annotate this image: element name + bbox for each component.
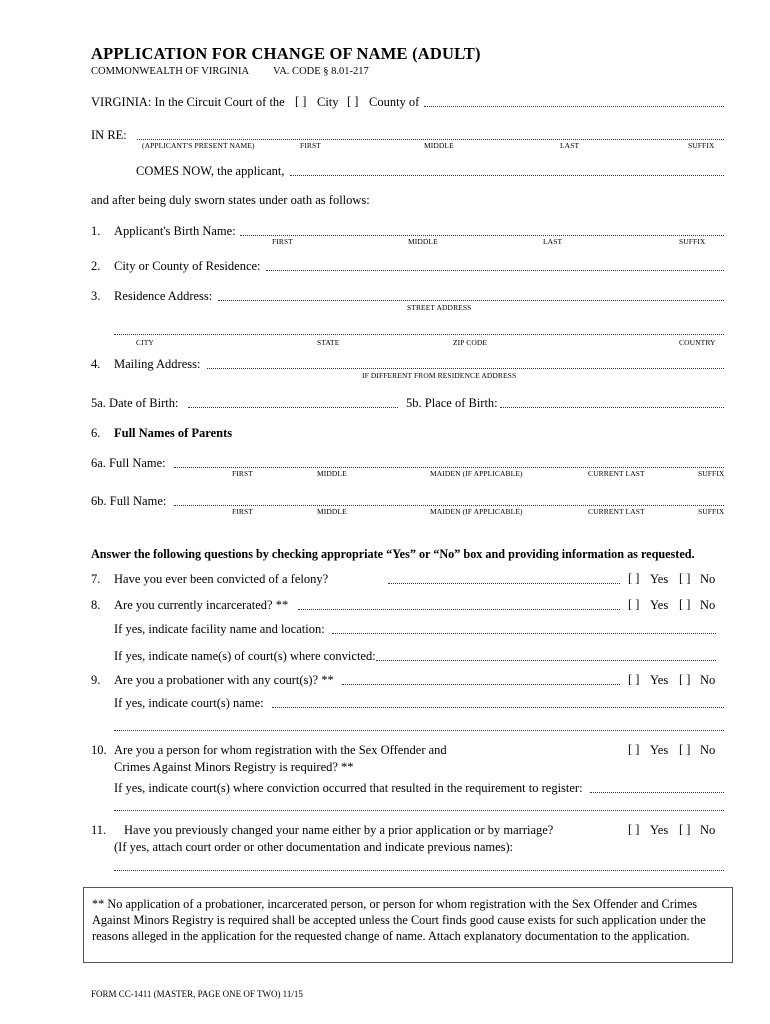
sublabel: ZIP CODE	[453, 338, 488, 347]
item-number: 3.	[91, 289, 101, 303]
sublabel: MIDDLE	[317, 469, 347, 478]
q9-no-checkbox[interactable]: [ ]	[679, 672, 691, 686]
yes-label: Yes	[650, 823, 669, 837]
q8-court-field[interactable]	[376, 660, 716, 661]
mailing-address-label: Mailing Address:	[114, 357, 201, 371]
birth-name-field[interactable]	[240, 235, 724, 236]
item-number: 11.	[91, 823, 107, 837]
residence-city-field[interactable]	[266, 270, 724, 271]
q10-yes-checkbox[interactable]: [ ]	[628, 742, 640, 756]
q10-court-field[interactable]	[590, 792, 724, 793]
q11-text-2: (If yes, attach court order or other documentation and indicate previous names):	[114, 840, 514, 854]
q8-yes-checkbox[interactable]: [ ]	[628, 597, 640, 611]
q10-court-field-2[interactable]	[114, 810, 724, 811]
no-label: No	[700, 572, 716, 586]
item-number: 10.	[91, 743, 107, 757]
sublabel: STREET ADDRESS	[407, 303, 472, 312]
form-footer: FORM CC-1411 (MASTER, PAGE ONE OF TWO) 11/15	[91, 989, 303, 999]
q9-text: Are you a probationer with any court(s)? **	[114, 673, 334, 687]
sublabel: STATE	[317, 338, 340, 347]
sublabel: SUFFIX	[688, 141, 715, 150]
parents-heading: Full Names of Parents	[114, 426, 233, 440]
no-label: No	[700, 743, 716, 757]
residence-address-label: Residence Address:	[114, 289, 213, 303]
q10-text-1: Are you a person for whom registration with the Sex Offender and	[114, 743, 447, 757]
q11-text-1: Have you previously changed your name either by a prior application or by marriage?	[124, 823, 554, 837]
no-label: No	[700, 598, 716, 612]
sublabel: IF DIFFERENT FROM RESIDENCE ADDRESS	[362, 371, 517, 380]
sublabel: FIRST	[300, 141, 321, 150]
item-number: 8.	[91, 598, 101, 612]
sublabel: CITY	[136, 338, 154, 347]
instructions: Answer the following questions by checking appropriate “Yes” or “No” box and providing information as requested.	[91, 547, 695, 561]
yes-label: Yes	[650, 673, 669, 687]
comes-now: COMES NOW, the applicant,	[136, 164, 285, 178]
sublabel: MAIDEN (IF APPLICABLE)	[430, 507, 523, 516]
court-prefix: VIRGINIA: In the Circuit Court of the	[91, 95, 285, 109]
city-label: City	[317, 95, 339, 109]
q9-court-field-2[interactable]	[114, 730, 724, 731]
q8-leader	[298, 609, 620, 610]
sublabel: SUFFIX	[698, 507, 725, 516]
q9-leader	[342, 684, 620, 685]
sublabel: MIDDLE	[317, 507, 347, 516]
sublabel: FIRST	[272, 237, 293, 246]
sublabel: COUNTRY	[679, 338, 716, 347]
sublabel: LAST	[560, 141, 580, 150]
sublabel: LAST	[543, 237, 563, 246]
va-code: VA. CODE § 8.01-217	[273, 66, 369, 77]
yes-label: Yes	[650, 598, 669, 612]
q7-text: Have you ever been convicted of a felony?	[114, 572, 329, 586]
q9-yes-checkbox[interactable]: [ ]	[628, 672, 640, 686]
sublabel: SUFFIX	[679, 237, 706, 246]
yes-label: Yes	[650, 743, 669, 757]
q8-court-label: If yes, indicate name(s) of court(s) where convicted:	[114, 649, 376, 663]
sworn-statement: and after being duly sworn states under oath as follows:	[91, 193, 370, 207]
pob-label: 5b. Place of Birth:	[406, 396, 498, 410]
q7-no-checkbox[interactable]: [ ]	[679, 571, 691, 585]
in-re-label: IN RE:	[91, 128, 127, 142]
parent-b-name-field[interactable]	[174, 505, 724, 506]
sublabel: MAIDEN (IF APPLICABLE)	[430, 469, 523, 478]
q11-yes-checkbox[interactable]: [ ]	[628, 822, 640, 836]
item-number: 6.	[91, 426, 101, 440]
note-text: ** No application of a probationer, incarcerated person, or person for whom registration with the Sex Offender and Crimes Against Minors Registry is required shall be accepted unless the Court finds good cause exists for such application under the reasons alleged in the application for the requested change of name. Attach explanatory documentation to the application.	[92, 897, 706, 944]
q8-facility-label: If yes, indicate facility name and location:	[114, 622, 325, 636]
no-label: No	[700, 823, 716, 837]
sublabel: (APPLICANT'S PRESENT NAME)	[142, 141, 255, 150]
q11-no-checkbox[interactable]: [ ]	[679, 822, 691, 836]
city-checkbox[interactable]: [ ]	[295, 94, 307, 108]
form-title: APPLICATION FOR CHANGE OF NAME (ADULT)	[91, 44, 481, 63]
county-checkbox[interactable]: [ ]	[347, 94, 359, 108]
applicant-present-name-field[interactable]	[137, 139, 724, 140]
sublabel: MIDDLE	[424, 141, 454, 150]
comes-now-field[interactable]	[290, 175, 724, 176]
q8-no-checkbox[interactable]: [ ]	[679, 597, 691, 611]
sublabel: CURRENT LAST	[588, 507, 645, 516]
commonwealth-label: COMMONWEALTH OF VIRGINIA	[91, 66, 250, 77]
q10-no-checkbox[interactable]: [ ]	[679, 742, 691, 756]
county-field[interactable]	[424, 106, 724, 107]
pob-field[interactable]	[500, 407, 724, 408]
no-label: No	[700, 673, 716, 687]
yes-label: Yes	[650, 572, 669, 586]
sublabel: CURRENT LAST	[588, 469, 645, 478]
residence-city-label: City or County of Residence:	[114, 259, 261, 273]
q8-facility-field[interactable]	[332, 633, 716, 634]
city-state-zip-field[interactable]	[114, 334, 724, 335]
sublabel: FIRST	[232, 507, 253, 516]
parent-b-label: 6b. Full Name:	[91, 494, 167, 508]
dob-label: 5a. Date of Birth:	[91, 396, 179, 410]
item-number: 1.	[91, 224, 101, 238]
q7-leader	[388, 583, 620, 584]
item-number: 9.	[91, 673, 101, 687]
sublabel: FIRST	[232, 469, 253, 478]
q10-text-2: Crimes Against Minors Registry is required? **	[114, 760, 354, 774]
q11-previous-names-field[interactable]	[114, 870, 724, 871]
q7-yes-checkbox[interactable]: [ ]	[628, 571, 640, 585]
dob-field[interactable]	[188, 407, 398, 408]
parent-a-name-field[interactable]	[174, 467, 724, 468]
parent-a-label: 6a. Full Name:	[91, 456, 166, 470]
mailing-address-field[interactable]	[207, 368, 724, 369]
sublabel: MIDDLE	[408, 237, 438, 246]
birth-name-label: Applicant's Birth Name:	[114, 224, 236, 238]
item-number: 2.	[91, 259, 101, 273]
item-number: 7.	[91, 572, 101, 586]
county-label: County of	[369, 95, 420, 109]
sublabel: SUFFIX	[698, 469, 725, 478]
q9-court-label: If yes, indicate court(s) name:	[114, 696, 264, 710]
q9-court-field[interactable]	[272, 707, 724, 708]
q10-court-label: If yes, indicate court(s) where conviction occurred that resulted in the requirement to register:	[114, 781, 583, 795]
street-address-field[interactable]	[218, 300, 724, 301]
item-number: 4.	[91, 357, 101, 371]
q8-text: Are you currently incarcerated? **	[114, 598, 289, 612]
